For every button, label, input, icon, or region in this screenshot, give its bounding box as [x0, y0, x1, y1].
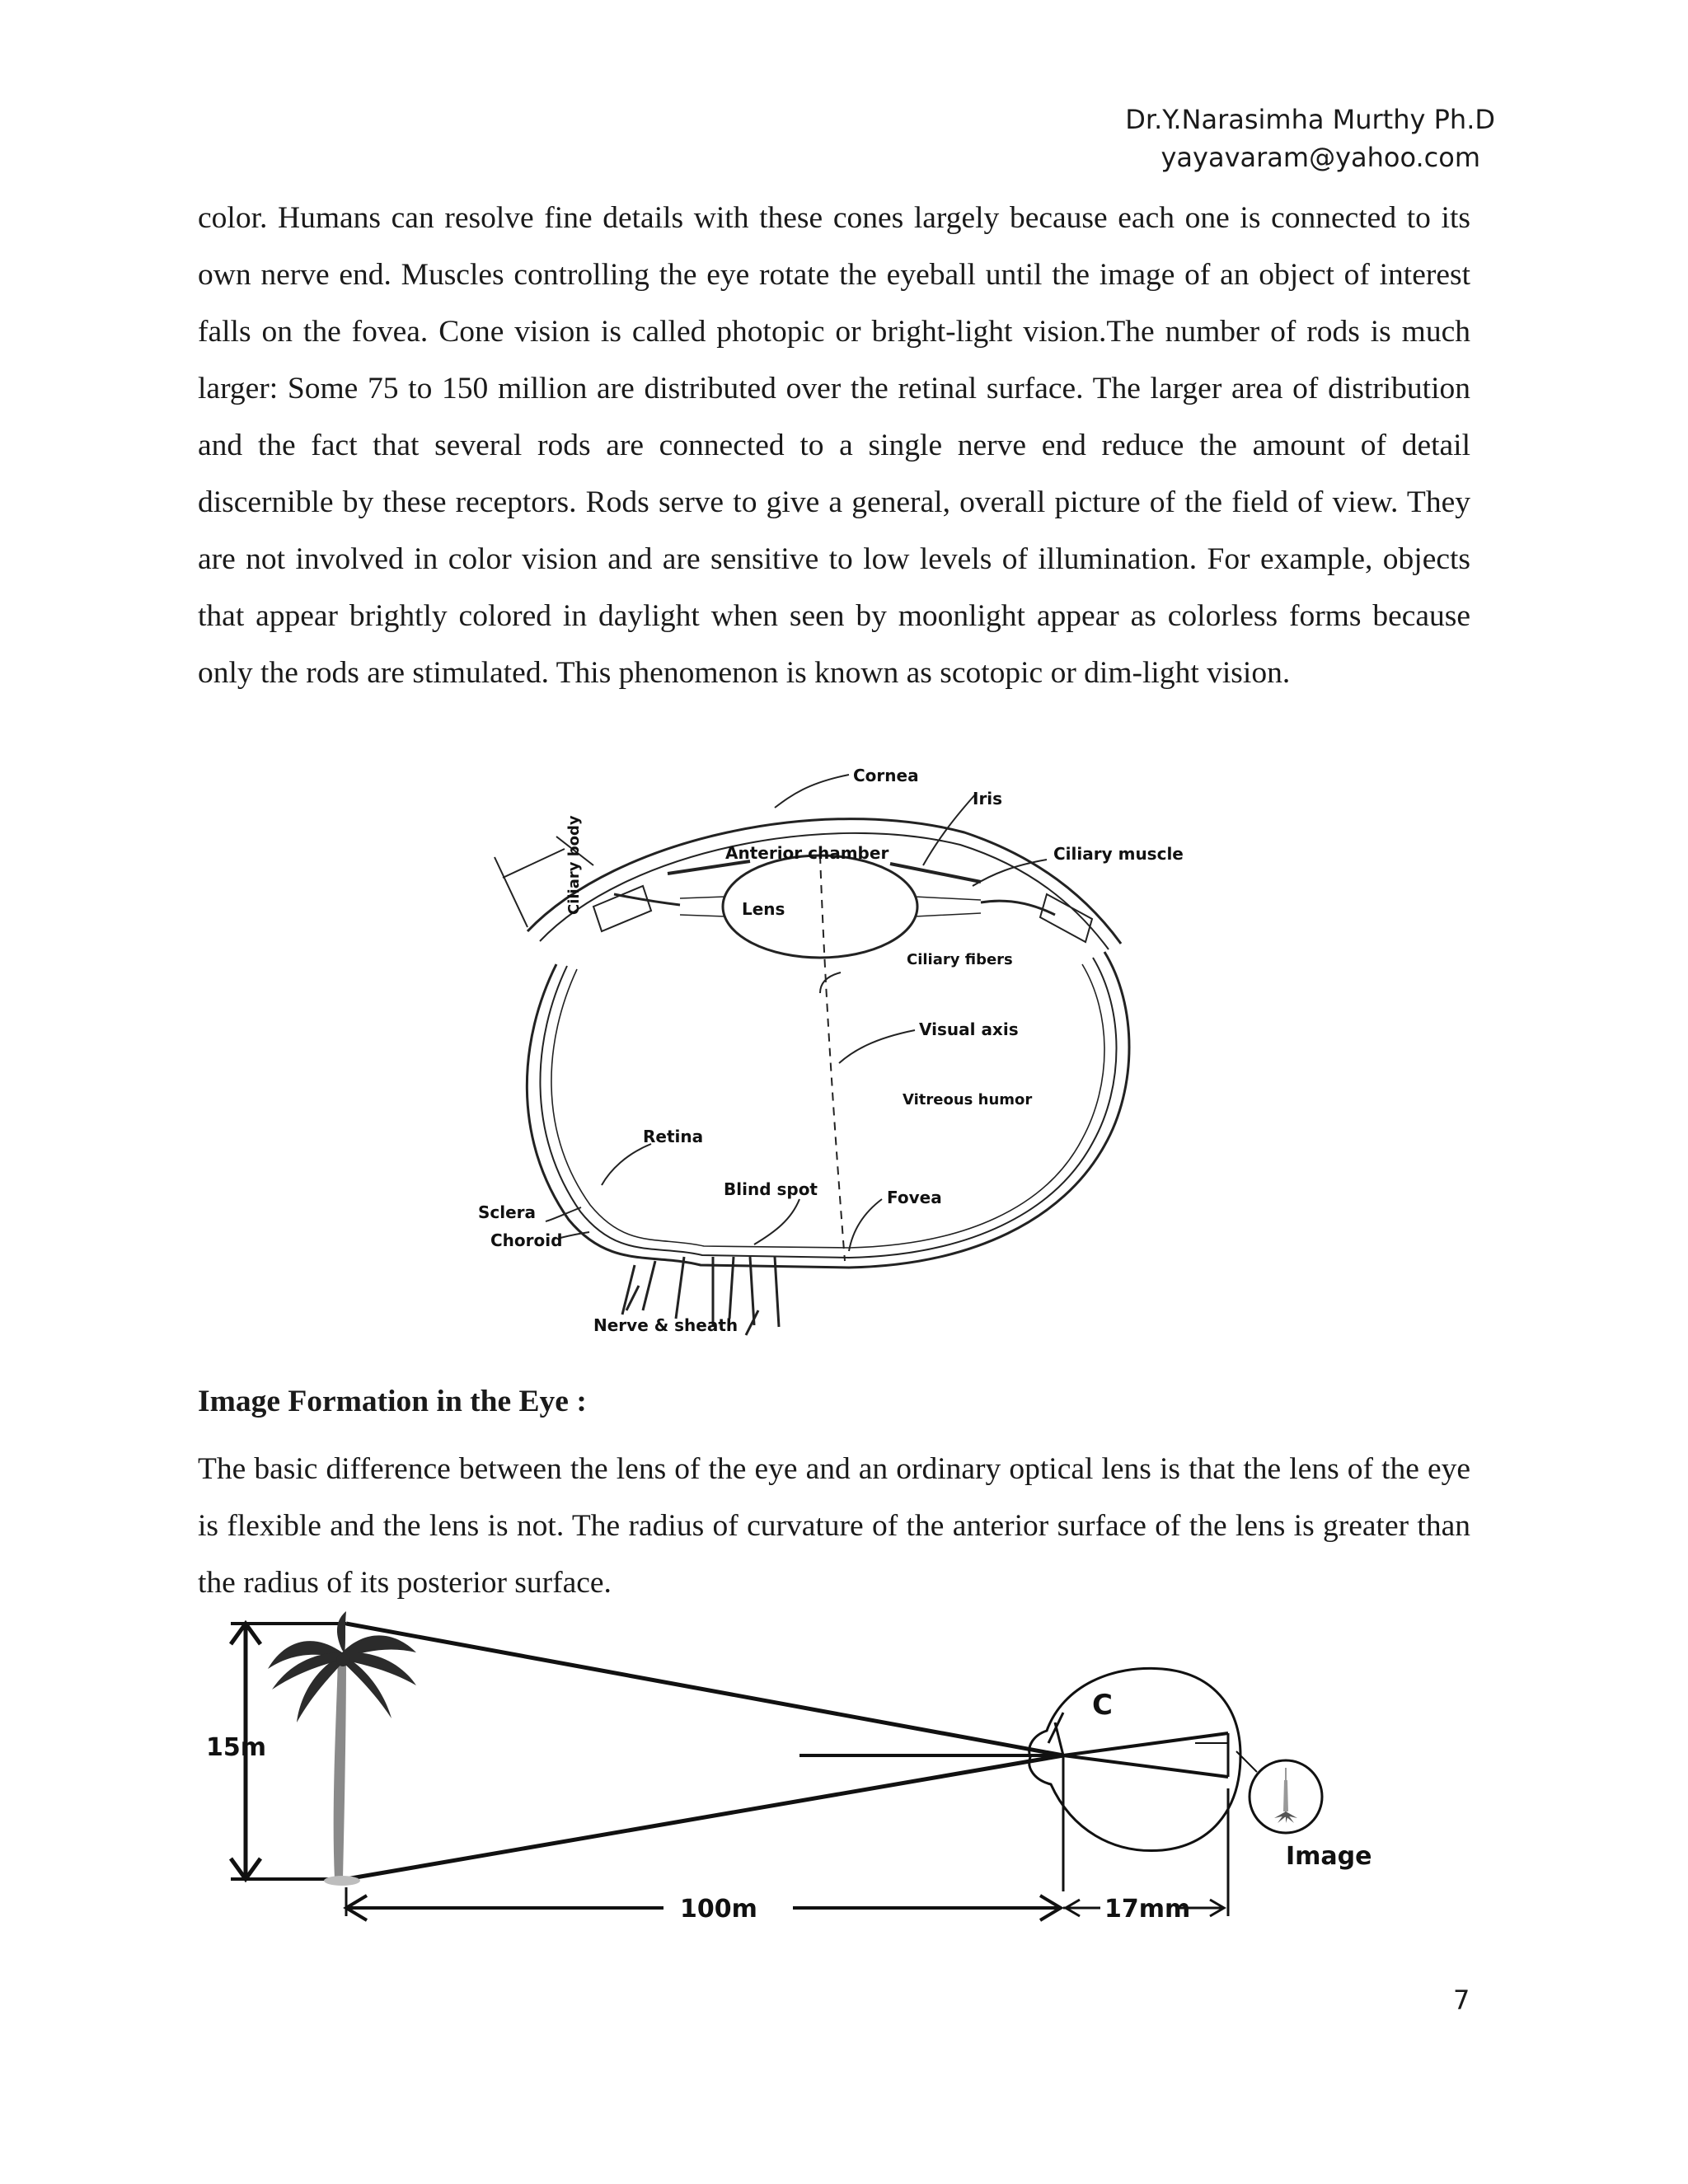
sclera-outline: [527, 952, 1129, 1268]
author-email: yayavaram@yahoo.com: [1160, 142, 1480, 173]
label-retina: Retina: [643, 1127, 704, 1146]
page-header: [1125, 101, 1495, 176]
label-cornea: Cornea: [853, 766, 919, 785]
label-vitreous-humor: Vitreous humor: [903, 1091, 1033, 1108]
label-nerve-sheath: Nerve & sheath: [593, 1315, 738, 1335]
label-ciliary-fibers: Ciliary fibers: [907, 951, 1013, 968]
label-sclera: Sclera: [478, 1202, 537, 1222]
label-choroid: Choroid: [490, 1230, 563, 1250]
label-object-distance: 100m: [680, 1895, 757, 1924]
visual-axis-line: [820, 855, 845, 1261]
label-anterior-chamber: Anterior chamber: [725, 843, 889, 863]
label-blind-spot: Blind spot: [724, 1179, 818, 1199]
label-fovea: Fovea: [887, 1188, 942, 1207]
label-object-height: 15m: [206, 1733, 267, 1762]
author-name: Dr.Y.Narasimha Murthy Ph.D: [1125, 104, 1495, 135]
label-iris: Iris: [973, 789, 1003, 808]
body-paragraph-photoreceptors: color. Humans can resolve fine details with these cones largely because each one is connected to its own nerve end. Muscles controlling the eye rotate the eyeball until the image of an object of interest falls on the fovea. Cone vision is called photopic or bright-light vision.The number of rods is much larger: Some 75 to 150 million are distributed over the retinal surface. The larger area of distribution and the fact that several rods are connected to a single nerve end reduce the amount of detail discernible by these receptors. Rods serve to give a general, overall picture of the field of view. They are not involved in color vision and are sensitive to low levels of illumination. For example, objects that appear brightly colored in daylight when seen by moonlight appear as colorless forms because only the rods are stimulated. This phenomenon is known as scotopic or dim-light vision.: [198, 201, 1470, 690]
image-formation-figure: [206, 1607, 1409, 1929]
label-lens-to-retina: 17mm: [1104, 1895, 1191, 1924]
body-paragraph-lens: The basic difference between the lens of the eye and an ordinary optical lens is that the lens of the eye is flexible and the lens is not. The radius of curvature of the anterior surface of the lens is greater than the radius of its posterior surface.: [198, 1452, 1470, 1600]
label-lens: Lens: [742, 899, 785, 919]
section-heading-image-formation: Image Formation in the Eye :: [198, 1385, 587, 1418]
palm-tree-icon: [268, 1611, 416, 1886]
label-center-c: C: [1092, 1689, 1113, 1722]
page-number: 7: [1453, 1985, 1470, 2016]
label-ciliary-body: Ciliary body: [565, 815, 583, 915]
label-ciliary-muscle: Ciliary muscle: [1053, 844, 1184, 864]
label-image: Image: [1286, 1842, 1372, 1871]
label-visual-axis: Visual axis: [919, 1019, 1019, 1039]
inverted-tree-icon: [1274, 1780, 1297, 1823]
eye-anatomy-figure: [478, 758, 1220, 1352]
